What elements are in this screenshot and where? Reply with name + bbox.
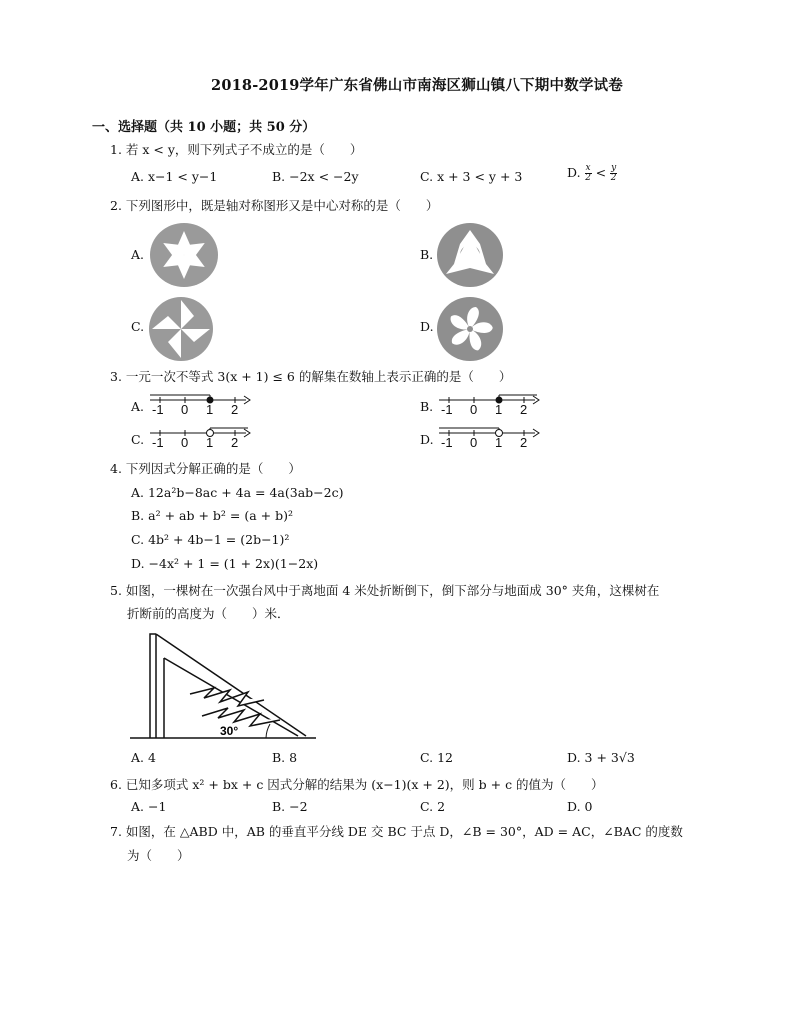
number-line-a bbox=[148, 392, 258, 418]
broken-tree-figure bbox=[130, 632, 320, 742]
question-3-label-d: D. bbox=[420, 432, 434, 447]
question-1-option-a: A. x−1 < y−1 bbox=[131, 169, 218, 184]
question-2-label-b: B. bbox=[420, 247, 434, 262]
question-5-stem-line-1: 5. 如图，一棵树在一次强台风中于离地面 4 米处折断倒下，倒下部分与地面成 30° 夹角，这棵树在 bbox=[110, 583, 660, 598]
tick-label: 1 bbox=[495, 402, 503, 417]
number-line-d bbox=[437, 425, 547, 451]
number-line-b bbox=[437, 392, 547, 418]
question-6-option-a: A. −1 bbox=[131, 799, 167, 814]
tick-label: 0 bbox=[470, 435, 478, 450]
figure-a-star-flower bbox=[148, 222, 220, 288]
tick-label: 1 bbox=[206, 435, 214, 450]
figure-c-pinwheel bbox=[148, 296, 214, 362]
question-6-option-b: B. −2 bbox=[272, 799, 308, 814]
question-2-label-a: A. bbox=[131, 247, 145, 262]
question-1-stem: 1. 若 x < y，则下列式子不成立的是（ ） bbox=[110, 142, 363, 157]
tick-label: 1 bbox=[206, 402, 214, 417]
question-3-label-a: A. bbox=[131, 399, 145, 414]
figure-d-swirl-flower bbox=[436, 296, 504, 362]
question-5-option-b: B. 8 bbox=[272, 750, 298, 765]
question-2-stem: 2. 下列图形中，既是轴对称图形又是中心对称的是（ ） bbox=[110, 198, 439, 213]
question-3-stem: 3. 一元一次不等式 3(x + 1) ≤ 6 的解集在数轴上表示正确的是（ ） bbox=[110, 369, 512, 384]
number-line-c bbox=[148, 425, 258, 451]
question-7-stem-line-1: 7. 如图，在 △ABD 中，AB 的垂直平分线 DE 交 BC 于点 D，∠B = 30°，AD = AC，∠BAC 的度数 bbox=[110, 824, 683, 839]
tick-label: 0 bbox=[181, 435, 189, 450]
angle-label: 30° bbox=[220, 724, 239, 738]
tick-label: -1 bbox=[441, 402, 453, 417]
question-6-option-d: D. 0 bbox=[567, 799, 593, 814]
question-4-stem: 4. 下列因式分解正确的是（ ） bbox=[110, 461, 301, 476]
tick-label: 2 bbox=[231, 435, 239, 450]
question-4-option-a: A. 12a²b−8ac + 4a = 4a(3ab−2c) bbox=[131, 485, 344, 500]
section-heading: 一、选择题（共 10 小题；共 50 分） bbox=[92, 120, 316, 135]
page-title: 2018-2019学年广东省佛山市南海区狮山镇八下期中数学试卷 bbox=[211, 77, 623, 94]
tick-label: -1 bbox=[441, 435, 453, 450]
question-1-option-d: D. $\frac{x}{2}$ < $\frac{y}{2}$ bbox=[567, 163, 617, 183]
question-3-label-b: B. bbox=[420, 399, 434, 414]
tick-label: 0 bbox=[181, 402, 189, 417]
question-1-option-b: B. −2x < −2y bbox=[272, 169, 359, 184]
tick-label: -1 bbox=[152, 402, 164, 417]
tick-label: 2 bbox=[520, 435, 528, 450]
question-6-stem: 6. 已知多项式 x² + bx + c 因式分解的结果为 (x−1)(x + 2)，则 b + c 的值为（ ） bbox=[110, 777, 604, 792]
figure-b-triangle-circle bbox=[436, 222, 504, 288]
tick-label: -1 bbox=[152, 435, 164, 450]
question-3-label-c: C. bbox=[131, 432, 145, 447]
question-2-label-d: D. bbox=[420, 319, 434, 334]
tick-label: 1 bbox=[495, 435, 503, 450]
tick-label: 0 bbox=[470, 402, 478, 417]
question-4-option-d: D. −4x² + 1 = (1 + 2x)(1−2x) bbox=[131, 556, 319, 571]
question-4-option-c: C. 4b² + 4b−1 = (2b−1)² bbox=[131, 532, 290, 547]
question-1-option-c: C. x + 3 < y + 3 bbox=[420, 169, 523, 184]
question-7-stem-line-2: 为（ ） bbox=[127, 848, 190, 863]
question-2-label-c: C. bbox=[131, 319, 145, 334]
question-4-option-b: B. a² + ab + b² = (a + b)² bbox=[131, 508, 293, 523]
tick-label: 2 bbox=[520, 402, 528, 417]
question-5-option-a: A. 4 bbox=[131, 750, 156, 765]
tick-label: 2 bbox=[231, 402, 239, 417]
question-5-option-d: D. 3 + 3√3 bbox=[567, 750, 635, 765]
question-5-option-c: C. 12 bbox=[420, 750, 453, 765]
question-6-option-c: C. 2 bbox=[420, 799, 446, 814]
question-5-stem-line-2: 折断前的高度为（ ）米． bbox=[127, 606, 290, 621]
